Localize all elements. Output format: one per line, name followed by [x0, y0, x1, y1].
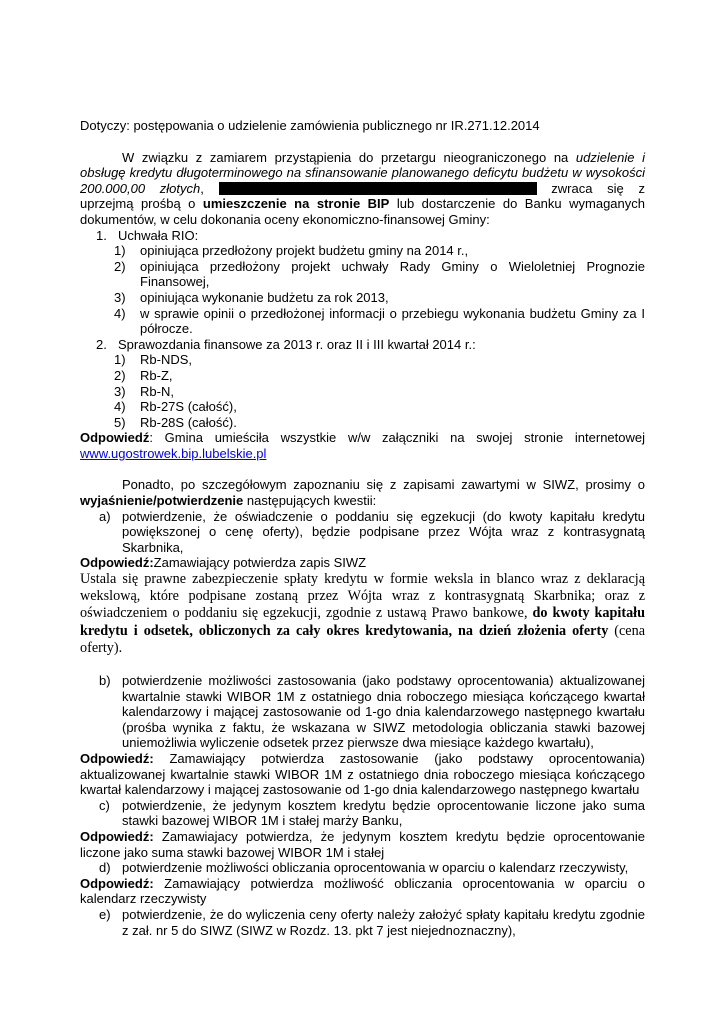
- answer-text: : Gmina umieściła wszystkie w/w załączniki na swojej stronie internetowej: [149, 430, 645, 446]
- quote-text-2: (cena oferty).: [80, 622, 645, 656]
- answer-text: Zamawiający potwierdza zastosowanie (jako podstawy oprocentowania) aktualizowanej kwartalnie stawki WIBOR 1M z ostatniego dnia roboczego miesiąca kończącego kwartał kalendarzowy i mającej zastosowanie od 1-go dnia kalendarzowego następnego kwartału: [80, 751, 645, 798]
- list-number: 2): [114, 367, 126, 383]
- list-subitem-text: opiniująca przedłożony projekt uchwały Rady Gminy o Wieloletniej Prognozie Finansowej,: [140, 258, 645, 290]
- list-subitem: [80, 352, 645, 368]
- question-text: potwierdzenie możliwości zastosowania (jako podstawy oprocentowania) aktualizowanej kwartalnie stawki WIBOR 1M z ostatniego dnia roboczego miesiąca kończącego kwartał kalendarzowy i mającej zastosowanie od 1-go dnia kalendarzowego następnego kwartału (prośba wynika z faktu, że wskazana w SIWZ metodologia obliczania stawki bazowej uniemożliwia wyliczenie odsetek przez pierwsze dwa miesiące każdego kwartału),: [122, 673, 645, 751]
- intro-text-1: W związku z zamiarem przystąpienia do przetargu nieograniczonego na: [122, 149, 576, 165]
- list-number: 1.: [96, 227, 107, 243]
- list-subitem-text: w sprawie opinii o przedłożonej informacji o przebiegu wykonania budżetu Gminy za I półrocze.: [140, 305, 645, 337]
- answer-d: [80, 876, 645, 907]
- answer-text: Zamawiający potwierdza możliwość obliczania oprocentowania w oparciu o kalendarz rzeczywisty: [80, 875, 645, 907]
- list-subitem-text: Rb-27S (całość),: [140, 399, 237, 415]
- answer-c: [80, 829, 645, 860]
- list-item-text: Sprawozdania finansowe za 2013 r. oraz II i III kwartał 2014 r.:: [118, 336, 476, 352]
- answer-text: Zamawiajacy potwierdza, że jedynym kosztem kredytu będzie oprocentowanie liczone jako suma stawki bazowej WIBOR 1M i stałej: [80, 828, 645, 860]
- answer-label: Odpowiedź:: [80, 828, 154, 844]
- list-subitem: [80, 399, 645, 415]
- siwz-quote-paragraph: [80, 571, 645, 657]
- list-subitem-text: Rb-28S (całość).: [140, 414, 237, 430]
- question-text: potwierdzenie możliwości obliczania oprocentowania w oparciu o kalendarz rzeczywisty,: [122, 860, 629, 876]
- question-text: potwierdzenie, że do wyliczenia ceny oferty należy założyć spłaty kapitału kredytu zgodnie z zał. nr 5 do SIWZ (SIWZ w Rozdz. 13. pkt 7 jest niejednoznaczny),: [122, 906, 645, 938]
- intro-text-4: lub dostarczenie do Banku wymaganych dokumentów, w celu dokonania oceny ekonomiczno-finansowej Gminy:: [80, 196, 645, 227]
- list-number: 4): [114, 305, 126, 321]
- list-item: [80, 337, 645, 353]
- answer-label: Odpowiedź: [80, 430, 150, 446]
- intro-text-3: zwraca się z uprzejmą prośbą o: [80, 180, 645, 212]
- list-subitem-text: Rb-Z,: [140, 367, 173, 383]
- list-subitem: [80, 243, 645, 259]
- question-text: potwierdzenie, że jedynym kosztem kredytu będzie oprocentowanie liczone jako suma stawki bazowej WIBOR 1M i stałej marży Banku,: [122, 797, 645, 829]
- list-number: 1): [114, 243, 126, 259]
- list-number: d): [99, 860, 111, 876]
- list-subitem-text: opiniująca przedłożony projekt budżetu gminy na 2014 r.,: [140, 243, 469, 259]
- answer-1: [80, 430, 645, 461]
- question-c: [80, 798, 645, 829]
- redaction-bar: [219, 182, 537, 195]
- intro-text-2: ,: [200, 180, 219, 196]
- list-number: c): [99, 797, 110, 813]
- list-number: a): [99, 508, 111, 524]
- list-number: 4): [114, 399, 126, 415]
- question-b: [80, 673, 645, 751]
- list-subitem: [80, 306, 645, 337]
- list-subitem: [80, 259, 645, 290]
- answer-label: Odpowiedź:: [80, 875, 154, 891]
- list-item-text: Uchwała RIO:: [118, 227, 199, 243]
- question-text: potwierdzenie, że oświadczenie o poddaniu się egzekucji (do kwoty kapitału kredytu powiększonej o cenę oferty), będzie podpisane przez Wójta wraz z kontrasygnatą Skarbnika,: [122, 508, 645, 555]
- list-number: b): [99, 673, 111, 689]
- list-subitem-text: Rb-N,: [140, 383, 174, 399]
- list-number: 2): [114, 258, 126, 274]
- list-number: 3): [114, 383, 126, 399]
- list-number: 3): [114, 289, 126, 305]
- list-number: 5): [114, 414, 126, 430]
- paragraph-text-1: Ponadto, po szczegółowym zapoznaniu się z zapisami zawartymi w SIWZ, prosimy o: [122, 477, 645, 493]
- list-number: 2.: [96, 336, 107, 352]
- intro-bold-text: umieszczenie na stronie BIP: [202, 196, 390, 212]
- list-subitem: [80, 384, 645, 400]
- intro-italic-text: udzielenie i obsługę kredytu długoterminowego na sfinansowanie planowanego deficytu budżetu w wysokości 200.000,00 złotych: [80, 149, 645, 196]
- answer-label: Odpowiedź:: [80, 751, 154, 767]
- quote-text-1: Ustala się prawne zabezpieczenie spłaty kredytu w formie weksla in blanco wraz z deklaracją wekslową, które podpisane zostaną przez Wójta wraz z kontrasygnatą Skarbnika; oraz z oświadczeniem o poddaniu się egzekucji, zgodnie z ustawą Prawo bankowe,: [80, 571, 645, 622]
- answer-a: [80, 555, 645, 571]
- list-subitem-text: opiniująca wykonanie budżetu za rok 2013,: [140, 289, 389, 305]
- list-subitem: [80, 290, 645, 306]
- list-item: [80, 228, 645, 244]
- paragraph-bold-text: wyjaśnienie/potwierdzenie: [80, 493, 244, 509]
- paragraph-text-2: następujących kwestii:: [243, 493, 377, 509]
- bip-website-link[interactable]: www.ugostrowek.bip.lubelskie.pl: [80, 445, 267, 461]
- question-a: [80, 509, 645, 556]
- list-number: 1): [114, 352, 126, 368]
- intro-paragraph: [80, 150, 645, 228]
- question-d: [80, 860, 645, 876]
- answer-label: Odpowiedź:: [80, 555, 154, 571]
- question-e: [80, 907, 645, 938]
- answer-text: Zamawiający potwierdza zapis SIWZ: [153, 555, 367, 571]
- paragraph-2: [80, 477, 645, 508]
- list-number: e): [99, 906, 111, 922]
- list-subitem: [80, 368, 645, 384]
- quote-bold-text: do kwoty kapitału kredytu i odsetek, obliczonych za cały okres kredytowania, na dzień złożenia oferty: [80, 605, 645, 639]
- document-body: [80, 118, 645, 938]
- list-subitem-text: Rb-NDS,: [140, 352, 193, 368]
- subject-line: Dotyczy: postępowania o udzielenie zamówienia publicznego nr IR.271.12.2014: [80, 118, 540, 133]
- answer-b: [80, 751, 645, 798]
- list-subitem: [80, 415, 645, 431]
